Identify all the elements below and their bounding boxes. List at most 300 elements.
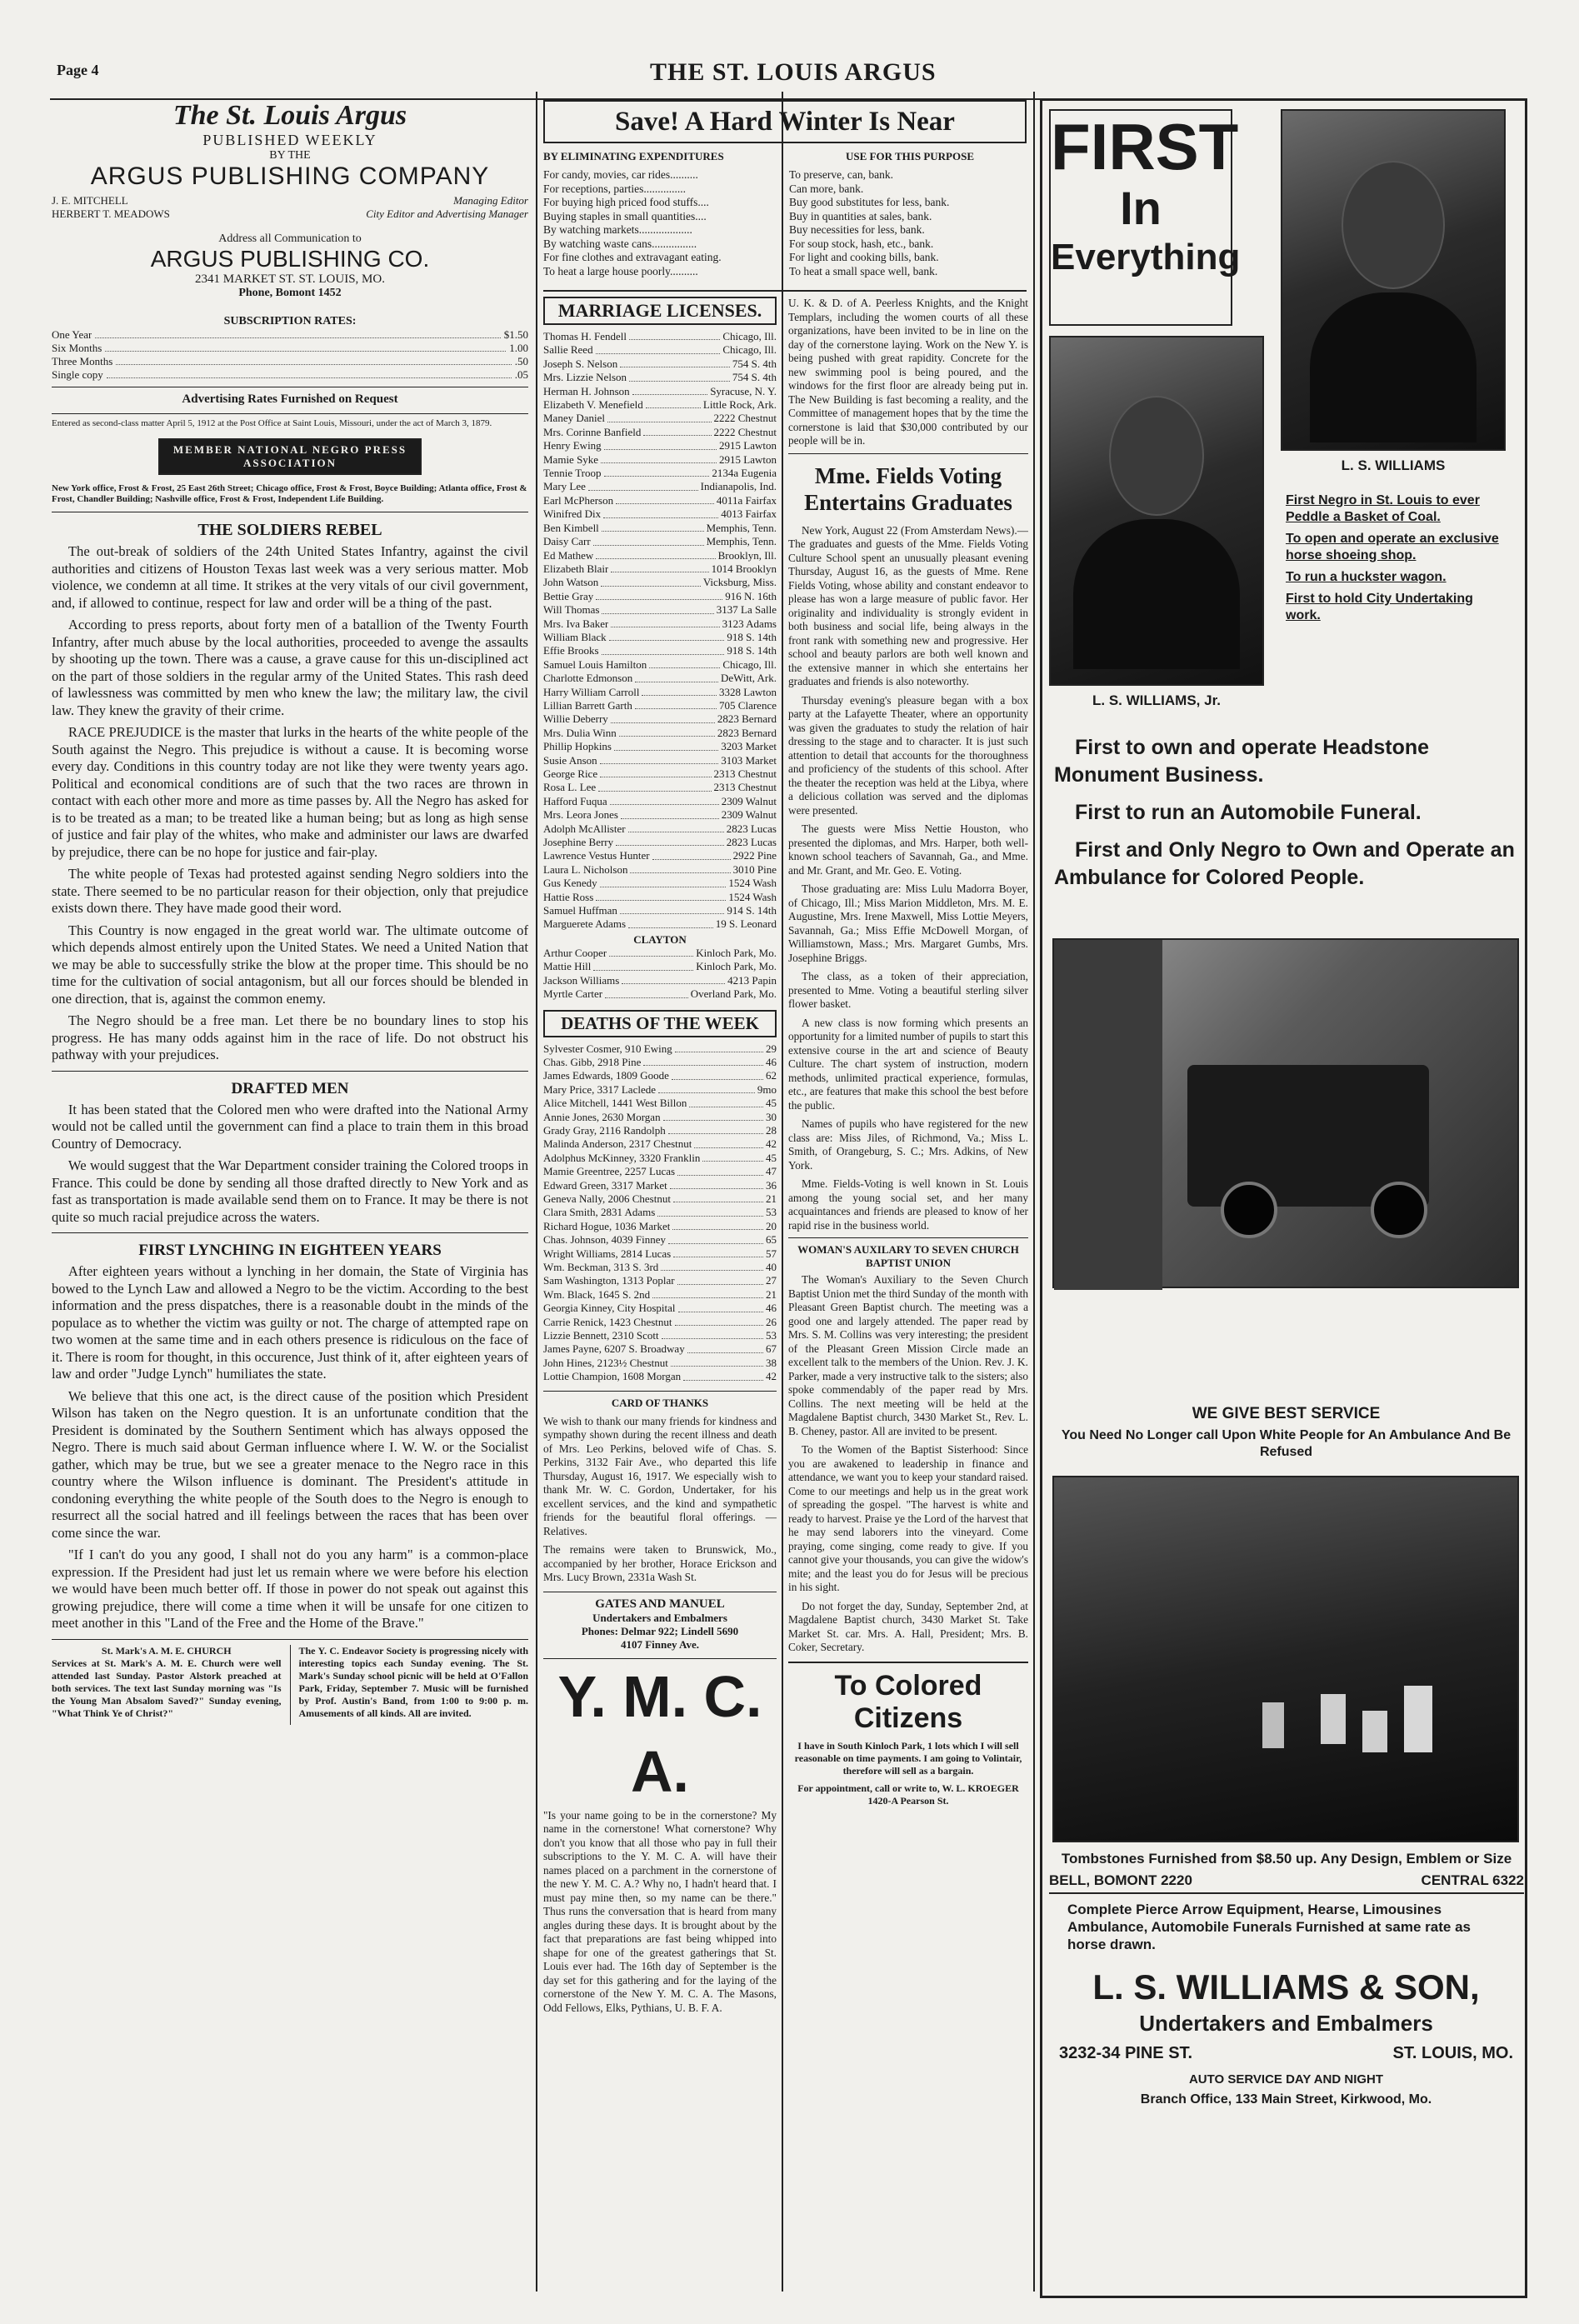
marriage-row-value: Indianapolis, Ind. — [700, 480, 777, 493]
marriage-row-leader — [611, 617, 719, 627]
marriage-row-leader — [610, 795, 719, 805]
marriage-row-leader — [600, 767, 711, 777]
marriage-row-value: 4011a Fairfax — [716, 493, 777, 507]
ymca-text: "Is your name going to be in the cornerstone? My name in the cornerstone! What cornerstone? Why don't you know that all those who pay in full their subscriptions to the Y. M. C. A. will have their names placed on a parchment in the cornerstone of the new Y. M. C. A.? Why no, I hadn't heard that. I must pay mine then, so my name can be there." Thus runs the conversation that is heard from many angles during these days. It is brought about by the fact that preparations are fast being whipped into shape for one of the greatest gatherings that St. Louis ever had. The 16th day of September is the day set for this gathering and for the laying of the cornerstone of the New Y. M. C. A. The Masons, Odd Fellows, Elks, Pythians, U. B. F. A. — [543, 1808, 777, 2014]
marriage-row-leader — [620, 904, 724, 914]
marriage-row-leader — [632, 385, 708, 395]
clayton-row-value: 4213 Papin — [727, 973, 777, 987]
article-paragraph: According to press reports, about forty men of a batallion of the Twenty Fourth Infantry, after much abuse by the local authorities, proceeded to avenge the assaults by shooting up the town. There was a cause, a grave cause for this un-disciplined act on the part of those soldiers in the regular army of the United States. This rash deed of lawlessness was committed by men who knew the law; the military law, the civil law. They knew the gravity of their crime. — [52, 617, 528, 718]
death-row-value: 21 — [766, 1192, 777, 1205]
marriage-row-name: Hattie Ross — [543, 890, 594, 903]
save-left-list — [543, 168, 781, 278]
marriage-row-value: Little Rock, Ark. — [702, 398, 777, 412]
marriage-row-value: 2222 Chestnut — [713, 412, 777, 425]
column-rule — [782, 92, 783, 2292]
column-rule — [536, 92, 537, 2292]
marriage-row — [543, 562, 777, 576]
death-row-leader — [668, 1233, 763, 1243]
clayton-row — [543, 974, 777, 987]
marriage-row-name: Mrs. Iva Baker — [543, 617, 609, 630]
marriage-row-value: 19 S. Leonard — [715, 917, 777, 931]
address-company: ARGUS PUBLISHING CO. — [150, 246, 430, 272]
ymca-title: Y. M. C. A. — [557, 1663, 762, 1804]
death-row — [543, 1370, 777, 1383]
colored-citizens-title: To Colored Citizens — [834, 1669, 982, 1734]
marriage-row-name: William Black — [543, 630, 607, 643]
clayton-row-value: Kinloch Park, Mo. — [696, 960, 777, 973]
death-row — [543, 1069, 777, 1082]
colored-citizens-text: I have in South Kinloch Park, 1 lots which I will sell reasonable on time payments. I am going to Volintair, therefore will sell as a bargain. — [794, 1739, 1022, 1777]
clayton-row — [543, 987, 777, 1001]
clayton-row-leader — [593, 960, 693, 970]
save-right-item: For soup stock, hash, etc., bank. — [789, 237, 934, 250]
death-row-name: Clara Smith, 2831 Adams — [543, 1206, 656, 1219]
death-row-name: Mamie Greentree, 2257 Lucas — [543, 1165, 676, 1178]
death-row-leader — [658, 1083, 755, 1093]
marriage-row-name: Mrs. Corinne Banfield — [543, 425, 642, 438]
marriage-row-value: 916 N. 16th — [725, 589, 777, 602]
column-rule — [1033, 92, 1035, 2292]
claim-item: To run a huckster wagon. — [1286, 570, 1447, 584]
marriage-row — [543, 808, 777, 822]
marriage-row-name: Joseph S. Nelson — [543, 357, 618, 370]
marriage-row — [543, 371, 777, 384]
rate-price: 1.00 — [509, 342, 528, 354]
claim-item-big: First to run an Automobile Funeral. — [1075, 801, 1422, 824]
marriage-row — [543, 522, 777, 535]
marriage-row-value: Chicago, Ill. — [722, 343, 777, 357]
marriage-row-value: 2823 Lucas — [726, 836, 777, 849]
marriage-row-leader — [621, 808, 719, 818]
death-row-name: Wm. Black, 1645 S. 2nd — [543, 1287, 651, 1301]
rate-row — [52, 368, 528, 382]
marriage-headline: MARRIAGE LICENSES. — [543, 297, 777, 325]
marriage-row-name: Charlotte Edmonson — [543, 672, 633, 685]
clayton-heading: CLAYTON — [633, 932, 687, 946]
equipment-note: Complete Pierce Arrow Equipment, Hearse, Limousines Ambulance, Automobile Funerals Furnished at same rate as horse drawn. — [1067, 1902, 1471, 1952]
save-right-item: To heat a small space well, bank. — [789, 264, 938, 277]
firm-subtitle: Undertakers and Embalmers — [1139, 2011, 1433, 2036]
marriage-row-value: Brooklyn, Ill. — [717, 548, 777, 562]
death-row-name: Geneva Nally, 2006 Chestnut — [543, 1192, 671, 1205]
save-right-head: USE FOR THIS PURPOSE — [846, 150, 974, 162]
marriage-row-name: Samuel Huffman — [543, 904, 617, 917]
death-row-value: 27 — [766, 1274, 777, 1287]
death-row — [543, 1357, 777, 1370]
death-row — [543, 1342, 777, 1356]
marriage-row-name: Sallie Reed — [543, 343, 593, 357]
marriage-row — [543, 863, 777, 877]
save-right-item: Buy good substitutes for less, bank. — [789, 196, 950, 208]
marriage-row-value: Vicksburg, Miss. — [702, 576, 777, 589]
marriage-row-name: Effie Brooks — [543, 644, 599, 657]
marriage-row-value: 1014 Brooklyn — [711, 562, 777, 575]
staff-name: J. E. MITCHELL — [52, 194, 128, 207]
save-right-list — [789, 168, 1027, 278]
article-paragraph: Do not forget the day, Sunday, September 2nd, at Magdalene Baptist church, 3430 Market St. Take Market St. car. Mrs. A. Hall, President; Mrs. B. Coker, Secretary. — [788, 1599, 1028, 1653]
marriage-row-value: 2823 Lucas — [726, 822, 777, 835]
staff-role: Managing Editor — [453, 194, 528, 207]
marriage-row-leader — [630, 863, 730, 873]
save-left-item: By watching markets................... — [543, 223, 692, 236]
marriage-row-value: 3203 Market — [721, 740, 777, 753]
marriage-row-leader — [602, 603, 713, 613]
marriage-row-name: Lillian Barrett Garth — [543, 698, 632, 712]
clayton-row — [543, 947, 777, 960]
marriage-row-value: 754 S. 4th — [732, 371, 777, 384]
marriage-list — [543, 330, 777, 932]
thanks-text-2: The remains were taken to Brunswick, Mo., accompanied by her brother, Horace Erickson and Mrs. Lucy Brown, 2331a Wash St. — [543, 1543, 777, 1584]
death-row-name: Adolphus McKinney, 3320 Franklin — [543, 1151, 701, 1164]
marriage-row-leader — [628, 917, 713, 927]
monument-photo — [1052, 1476, 1519, 1842]
marriage-row — [543, 740, 777, 753]
marriage-row-leader — [616, 836, 724, 846]
marriage-row — [543, 727, 777, 740]
phone-central: CENTRAL 6322 — [1421, 1872, 1524, 1888]
death-row-name: Richard Hogue, 1036 Market — [543, 1219, 671, 1232]
marriage-row-leader — [588, 480, 698, 490]
marriage-row-leader — [609, 631, 725, 641]
marriage-row-name: Willie Deberry — [543, 712, 608, 726]
address-label: Address all Communication to — [218, 232, 362, 245]
rate-row — [52, 328, 528, 342]
marriage-row-value: Chicago, Ill. — [722, 330, 777, 342]
death-row-value: 45 — [766, 1097, 777, 1110]
womans-article — [788, 1273, 1028, 1655]
marriage-row-name: Maney Daniel — [543, 412, 606, 425]
rate-leader — [116, 355, 511, 365]
marriage-row — [543, 576, 777, 589]
marriage-row-leader — [602, 522, 704, 532]
marriage-row — [543, 917, 777, 931]
death-row-leader — [689, 1097, 763, 1107]
marriage-row-leader — [643, 426, 711, 436]
staff-row — [52, 194, 528, 207]
marriage-row — [543, 343, 777, 357]
marriage-row-name: Elizabeth Blair — [543, 562, 609, 575]
marriage-row-value: Memphis, Tenn. — [706, 535, 777, 548]
marriage-row-leader — [628, 822, 724, 832]
death-row — [543, 1152, 777, 1165]
marriage-row — [543, 549, 777, 562]
gates-subtitle: Undertakers and Embalmers — [592, 1611, 727, 1624]
marriage-row — [543, 672, 777, 685]
marriage-row-value: Syracuse, N. Y. — [710, 384, 777, 397]
rate-term: Three Months — [52, 355, 113, 367]
marriage-row — [543, 795, 777, 808]
death-row-name: Wright Williams, 2814 Lucas — [543, 1247, 672, 1260]
death-row-name: Grady Gray, 2116 Randolph — [543, 1123, 666, 1137]
paper-title: THE ST. LOUIS ARGUS — [650, 58, 937, 86]
death-row-value: 62 — [766, 1069, 777, 1082]
marriage-row-leader — [619, 727, 715, 737]
death-row-leader — [687, 1342, 763, 1352]
save-right-item: Buy necessities for less, bank. — [789, 223, 925, 236]
thanks-text: We wish to thank our many friends for kindness and sympathy shown during the recent illness and death of Mrs. Leo Perkins, beloved wife of Chas. S. Perkins, 3132 Fair Ave., who departed this life Thursday, August 16, 1917. We especially wish to thank Mr. W. C. Gordon, Undertaker, for his excellent services, and the kind and sympathetic friends for the beautiful floral offerings. —Relatives. — [543, 1414, 777, 1537]
death-row — [543, 1247, 777, 1261]
drafted-article — [52, 1102, 528, 1227]
marriage-row — [543, 357, 777, 371]
death-row-value: 30 — [766, 1110, 777, 1123]
save-right-item: For light and cooking bills, bank. — [789, 251, 939, 263]
marriage-row — [543, 330, 777, 343]
marriage-row — [543, 480, 777, 493]
death-row-value: 29 — [766, 1042, 777, 1055]
death-row-leader — [673, 1247, 763, 1257]
tombstones-note: Tombstones Furnished from $8.50 up. Any Design, Emblem or Size — [1061, 1851, 1512, 1867]
death-row-name: Carrie Renick, 1423 Chestnut — [543, 1315, 672, 1328]
marriage-row-leader — [600, 877, 727, 887]
death-row — [543, 1124, 777, 1137]
death-row-leader — [661, 1261, 763, 1271]
claim-item: First Negro in St. Louis to ever Peddle a Basket of Coal. — [1286, 493, 1480, 524]
death-row — [543, 1288, 777, 1302]
death-row-value: 47 — [766, 1165, 777, 1178]
marriage-row-value: 2309 Walnut — [721, 794, 777, 807]
death-row-name: James Edwards, 1809 Goode — [543, 1069, 669, 1082]
marriage-row — [543, 849, 777, 862]
auto-service: AUTO SERVICE DAY AND NIGHT — [1188, 2072, 1384, 2087]
death-row-leader — [652, 1288, 763, 1298]
article-paragraph: The Woman's Auxiliary to the Seven Church Baptist Union met the third Sunday of the month with Pleasant Green Baptist church. The meeting was a good one and largely attended. The paper read by Mrs. S. M. Collins was very interesting; the president of the Pleasant Green Mission Circle made an excellent talk to the members of the Union. Rev. J. K. Parker, made a very instructive talk to the sisters; also spoke commendably of the paper read by Mrs. Collins. The next meeting will be held at the Magdalene Baptist church, 3430 Market St., Rev. L. B. Cheney, pastor. All are invited to be present. — [788, 1273, 1028, 1437]
marriage-row-name: Winifred Dix — [543, 507, 602, 521]
gates-title: GATES AND MANUEL — [595, 1597, 725, 1611]
marriage-row — [543, 590, 777, 603]
offices-note: New York office, Frost & Frost, 25 East 26th Street; Chicago office, Frost & Frost, Boyce Building; Atlanta office, Frost & Frost, Chandler Building; Nashville office, Frost & Frost, Independent Life Building. — [52, 483, 527, 504]
marriage-row-value: 1524 Wash — [728, 877, 777, 890]
page-number: Page 4 — [57, 62, 99, 78]
save-left-item: For candy, movies, car rides.......... — [543, 168, 698, 181]
marriage-row — [543, 617, 777, 631]
article-paragraph: We believe that this one act, is the direct cause of the position which President Wilson has taken on the Negro question. It is an unfortunate condition that the President is dominated by the Southern Sentiment which has always opposed the Negro. There is much said about German influence where I. W. W. or the Socialist gather, which may be true, but we see a greater menace to the Negro race in this country where the Wilson influence is dominant. The President's attitude in condoning everything the white people of the South does to the Negro is enough to resurrect all the social hatred and ill feelings between the races that has been over come since the war. — [52, 1387, 528, 1541]
death-row-leader — [672, 1069, 763, 1079]
marriage-row-name: Laura L. Nicholson — [543, 862, 628, 876]
clayton-row-name: Myrtle Carter — [543, 987, 603, 1001]
death-row — [543, 1137, 777, 1151]
deaths-headline: DEATHS OF THE WEEK — [543, 1010, 777, 1037]
save-left-head: BY ELIMINATING EXPENDITURES — [543, 150, 724, 162]
death-row — [543, 1302, 777, 1315]
death-row-leader — [663, 1111, 763, 1121]
thanks-heading: CARD OF THANKS — [611, 1396, 709, 1409]
service-title: WE GIVE BEST SERVICE — [1192, 1405, 1381, 1422]
marriage-row-name: Mrs. Lizzie Nelson — [543, 371, 627, 384]
fields-headline: Mme. Fields Voting Entertains Graduates — [804, 462, 1012, 515]
marriage-row-name: Phillip Hopkins — [543, 740, 612, 753]
marriage-row-value: 3010 Pine — [732, 862, 777, 876]
death-row-name: Georgia Kinney, City Hospital — [543, 1302, 676, 1315]
marriage-row-value: 4013 Fairfax — [721, 507, 777, 521]
death-row-value: 36 — [766, 1178, 777, 1192]
clayton-row-value: Kinloch Park, Mo. — [696, 946, 777, 959]
womans-headline: WOMAN'S AUXILARY TO SEVEN CHURCH BAPTIST UNION — [797, 1243, 1019, 1269]
death-row — [543, 1274, 777, 1287]
article-paragraph: Thursday evening's pleasure began with a box party at the Lafayette Theater, where an opportunity was given the graduates to study the relation of hair dressing to the stage and to character. It is just such attention to detail that accounts for the thoroughness and proficiency of the students of this school. After the theater the reception was held at the Libya, where a delicious collation was served and the diplomas were presented. — [788, 693, 1028, 817]
claims-list-big — [1054, 734, 1517, 902]
marriage-row-name: Josephine Berry — [543, 836, 614, 849]
clayton-row-name: Jackson Williams — [543, 973, 620, 987]
rate-leader — [107, 368, 512, 378]
marriage-row-name: George Rice — [543, 767, 598, 780]
clayton-row-name: Arthur Cooper — [543, 946, 607, 959]
death-row-name: Chas. Johnson, 4039 Finney — [543, 1233, 666, 1247]
death-row-name: James Payne, 6207 S. Broadway — [543, 1342, 685, 1356]
marriage-row-value: Chicago, Ill. — [722, 657, 777, 671]
article-paragraph: To the Women of the Baptist Sisterhood: Since you are awakened to leadership in finance and attendance, we want you to keep your standard raised. Come to our meetings and help us in the great work of spreading the gospel. "The harvest is white and ready to harvest. Praise ye the Lord of the harvest that he may send laborers into the vineyard. Come praying, come singing, come ready to give. If you cannot give your thousands, you can give the widow's mite; and the least you do for Jesus will be precious in his sight. — [788, 1443, 1028, 1593]
death-row-leader — [694, 1137, 763, 1147]
marriage-row-leader — [604, 467, 710, 477]
lynching-article — [52, 1263, 528, 1632]
death-row-value: 20 — [766, 1219, 777, 1232]
marriage-row-leader — [611, 712, 715, 722]
marriage-row-leader — [601, 576, 701, 586]
marriage-row-leader — [629, 371, 730, 381]
article-paragraph: After eighteen years without a lynching in her domain, the State of Virginia has bowed to the Lynch Law and allowed a Negro to be the victim. According to the best information and the press dispatches, there is a reasonable doubt in the minds of the populace as to whether the victim was guilty or not. The charge of attempted rape on two women at the same time and in each others presence is ridiculous on the face of it. There is room for thought, in this occurence, Just think of it, after eighteen years of law and order "Judge Lynch" humiliates the state. — [52, 1263, 528, 1382]
save-left-item: To heat a large house poorly.......... — [543, 264, 698, 277]
first-banner — [1049, 109, 1241, 326]
death-row-value: 38 — [766, 1356, 777, 1369]
death-row-value: 42 — [766, 1370, 777, 1383]
entered-note: Entered as second-class matter April 5, 1912 at the Post Office at Saint Louis, Missouri, under the act of March 3, 1879. — [52, 418, 492, 428]
staff-name: HERBERT T. MEADOWS — [52, 207, 170, 220]
marriage-row-value: 2134a Eugenia — [712, 467, 777, 480]
death-row-value: 46 — [766, 1302, 777, 1315]
marriage-row-name: Harry William Carroll — [543, 685, 640, 698]
branch-office: Branch Office, 133 Main Street, Kirkwood, Mo. — [1140, 2092, 1432, 2107]
article-paragraph: The out-break of soldiers of the 24th United States Infantry, against the civil authorities and citizens of Houston Texas last week was a very serious matter. Mob violence, we condemn at all time. It strikes at the very vitals of our civil government, and, if allowed to continue, respect for law and order will be a thing of the past. — [52, 543, 528, 611]
marriage-row-name: Elizabeth V. Menefield — [543, 398, 643, 412]
marriage-row — [543, 904, 777, 917]
marriage-row-leader — [601, 453, 717, 463]
marriage-row — [543, 412, 777, 425]
marriage-row — [543, 494, 777, 507]
death-row — [543, 1165, 777, 1178]
death-row-name: John Hines, 2123½ Chestnut — [543, 1356, 668, 1369]
phone-row — [1049, 1872, 1524, 1889]
marriage-row-value: 3123 Adams — [722, 617, 777, 630]
marriage-row-name: Samuel Louis Hamilton — [543, 657, 647, 671]
marriage-row — [543, 836, 777, 849]
marriage-row-leader — [652, 849, 731, 859]
article-paragraph: The class, as a token of their appreciation, presented to Mme. Voting a beautiful sterling silver flower basket. — [788, 970, 1028, 1010]
save-table — [543, 150, 1027, 278]
death-row-name: Edward Green, 3317 Market — [543, 1178, 667, 1192]
death-row-value: 40 — [766, 1261, 777, 1273]
rate-leader — [105, 342, 506, 352]
death-row-leader — [671, 1357, 763, 1367]
marriage-row — [543, 439, 777, 452]
death-row-name: Mary Price, 3317 Laclede — [543, 1082, 657, 1096]
death-row-value: 53 — [766, 1206, 777, 1219]
death-row-value: 46 — [766, 1055, 777, 1068]
marriage-row-leader — [593, 535, 704, 545]
marriage-row — [543, 467, 777, 480]
gates-address: 4107 Finney Ave. — [620, 1637, 699, 1651]
death-row-value: 28 — [766, 1123, 777, 1137]
stmark-text: Services at St. Mark's A. M. E. Church were well attended last Sunday. Pastor Alstork preached at both services. The text last Sunday morning was "Is the Young Man Absalom Saved?" Sunday evening, "What Think Ye of Christ?" — [52, 1657, 282, 1719]
marriage-row-name: Bettie Gray — [543, 589, 594, 602]
marriage-row-name: Thomas H. Fendell — [543, 330, 627, 342]
article-paragraph: Names of pupils who have registered for the new class are: Miss Jiles, of Richmond, Va.; Miss L. Smith, of Orangeburg, S. C.; Mrs. Adkins, of New York. — [788, 1117, 1028, 1172]
marriage-row-name: Mrs. Dulia Winn — [543, 726, 617, 739]
portrait-caption-1: L. S. WILLIAMS — [1341, 457, 1446, 473]
death-row-leader — [702, 1152, 763, 1162]
marriage-row — [543, 699, 777, 712]
clayton-row-name: Mattie Hill — [543, 960, 592, 973]
society-column — [788, 297, 1028, 2297]
editorial-column — [52, 100, 528, 2300]
firm-city: ST. LOUIS, MO. — [1392, 2044, 1513, 2062]
ymca-continued: U. K. & D. of A. Peerless Knights, and the Knight Templars, including the women courts of all these organizations, have been invited to be in line on the day of the cornerstone laying. Work on the New Y. is being pushed with great rapidity. Concrete for the new swimming pool is being poured, and the windows for the first floor are already being put in. The New Building is fast becoming a reality, and the Committee of management hopes that by the time the cornerstone is laid that $30,000 contributed by our people will be in. — [788, 297, 1028, 447]
clayton-row-leader — [605, 987, 688, 997]
company-name: ARGUS PUBLISHING COMPANY — [90, 162, 490, 190]
first-word: FIRST — [1051, 110, 1239, 183]
stmark-notice — [52, 1645, 282, 1725]
death-row-leader — [672, 1220, 763, 1230]
article-paragraph: RACE PREJUDICE is the master that lurks in the hearts of the white people of the South against the Negro. This prejudice is without a cause. It is becoming worse every day. Conditions in this country today are not like they were twenty years ago. Political and economical conditions are of such that the two races are thrown in contact with each other more and more as time passes by. All the Negro has asked for is to be treated as a man; to be treated like a human being; but as long as high sense of justice and fair play of the whites, who make and administer our laws are dwarfed by prejudice, there can be no hope for justice and fair-play. — [52, 724, 528, 860]
marriage-row-leader — [635, 672, 718, 682]
article-paragraph: New York, August 22 (From Amsterdam News).—The graduates and guests of the Mme. Fields Voting Culture School spent an unusually pleasant evening Thursday, August 16, as the guests of Mme. Rene Fields Voting, whose ability and constant endeavor to please has won a large measure of public favor. Her originality and individuality is strongly evident in both business and social life, being always in the front rank with something new and progressive. Her school and beauty parlors are both well known and the extensive manner in which she entertains her graduates and friends is also noteworthy. — [788, 523, 1028, 687]
marriage-row-value: 3328 Lawton — [719, 685, 777, 698]
marriage-row-leader — [596, 343, 721, 353]
rate-term: Six Months — [52, 342, 102, 354]
death-row — [543, 1083, 777, 1097]
marriage-row-leader — [629, 330, 720, 340]
death-row-leader — [668, 1124, 763, 1134]
member-badge: MEMBER NATIONAL NEGRO PRESS ASSOCIATION — [158, 438, 422, 475]
deaths-list — [543, 1042, 777, 1384]
claim-item-big: First and Only Negro to Own and Operate an Ambulance for Colored People. — [1054, 838, 1515, 889]
marriage-row-name: Adolph McAllister — [543, 822, 626, 835]
marriage-row-value: 914 S. 14th — [727, 904, 777, 917]
marriage-row-name: Susie Anson — [543, 753, 597, 767]
marriage-row-leader — [598, 781, 711, 791]
save-right-item: Can more, bank. — [789, 182, 864, 195]
notices-column — [543, 297, 777, 2297]
firm-name: L. S. WILLIAMS & SON, — [1092, 1967, 1480, 2007]
portrait-ls-williams-jr — [1049, 336, 1264, 686]
clayton-row-leader — [609, 947, 693, 957]
death-row — [543, 1316, 777, 1329]
death-row-leader — [673, 1192, 763, 1202]
rate-price: .50 — [514, 355, 528, 367]
marriage-row-leader — [642, 686, 717, 696]
claims-list-small — [1286, 492, 1511, 629]
endeavor-notice — [299, 1645, 529, 1725]
death-row — [543, 1220, 777, 1233]
marriage-row-value: 2922 Pine — [732, 849, 777, 862]
death-row-leader — [678, 1302, 763, 1312]
death-row — [543, 1261, 777, 1274]
rate-leader — [95, 328, 500, 338]
save-left-item: For receptions, parties............... — [543, 182, 686, 195]
death-row — [543, 1111, 777, 1124]
death-row-value: 57 — [766, 1247, 777, 1260]
death-row-value: 26 — [766, 1315, 777, 1328]
article-paragraph: It has been stated that the Colored men who were drafted into the National Army would not be called until the government can find a place to train them in this broad Country of Democracy. — [52, 1101, 528, 1152]
marriage-row-leader — [649, 658, 720, 668]
staff-row — [52, 207, 528, 221]
death-row-name: Annie Jones, 2630 Morgan — [543, 1110, 661, 1123]
death-row-leader — [657, 1206, 763, 1216]
death-row-value: 21 — [766, 1287, 777, 1301]
fields-article — [788, 524, 1028, 1233]
address-street: 2341 MARKET ST. ST. LOUIS, MO. — [195, 272, 385, 286]
death-row — [543, 1233, 777, 1247]
save-headline: Save! A Hard Winter Is Near — [543, 100, 1027, 143]
save-left-item: By watching waste cans................ — [543, 237, 697, 250]
